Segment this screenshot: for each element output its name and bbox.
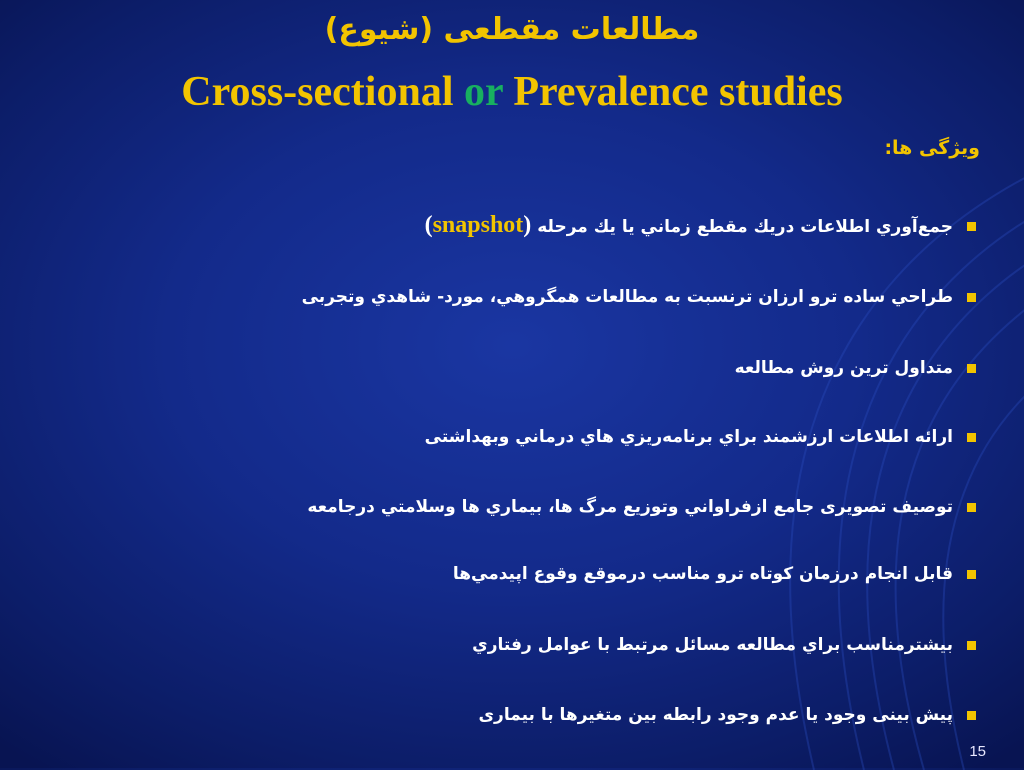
square-bullet-icon (967, 711, 976, 720)
square-bullet-icon (967, 570, 976, 579)
snapshot-term (425, 212, 532, 238)
paren-close: ) (424, 212, 433, 238)
slide-title-persian: مطالعات مقطعی (شیوع) (324, 12, 700, 47)
bullet-item-snapshot (425, 209, 976, 243)
bullet-text: طراحي ساده ترو ارزان ترنسبت به مطالعات همگروهي، مورد- شاهدي وتجربی (301, 287, 953, 307)
bullet-item-description (307, 490, 976, 524)
bullet-item-short-time (453, 557, 976, 591)
title-or-word: or (463, 69, 503, 115)
title-part-cross-sectional: Cross-sectional (181, 69, 454, 115)
square-bullet-icon (967, 293, 976, 302)
slide-number: 15 (969, 743, 986, 760)
square-bullet-icon (967, 364, 976, 373)
bullet-text: قابل انجام درزمان كوتاه ترو مناسب درموقع وقوع اپيدمي‌ها (452, 564, 953, 584)
bullet-text (425, 208, 953, 244)
bullet-text: توصيف تصويری جامع ازفراواني وتوزيع مرگ ها، بيماري ها وسلامتي درجامعه (307, 497, 953, 517)
square-bullet-icon (967, 433, 976, 442)
bullet-text: پیش بینی وجود یا عدم وجود رابطه بین متغیرها با بیماری (478, 705, 953, 725)
square-bullet-icon (967, 641, 976, 650)
bullet-item-common-method (735, 351, 976, 385)
square-bullet-icon (967, 503, 976, 512)
snapshot-word: snapshot (432, 212, 524, 238)
slide-title-english (0, 66, 1024, 118)
features-heading: ویژگی ها: (884, 137, 980, 159)
bullet-item-prediction (478, 698, 976, 732)
paren-open: ( (523, 212, 532, 238)
title-part-prevalence: Prevalence studies (513, 69, 843, 115)
bullet-text: ارائه اطلاعات ارزشمند براي برنامه‌ريزي هاي درماني وبهداشتی (424, 427, 953, 447)
bullet-item-planning-info (425, 420, 976, 454)
bullet-item-design (302, 280, 976, 314)
square-bullet-icon (967, 222, 976, 231)
bullet-text-main: جمع‌آوري اطلاعات دريك مقطع زماني يا يك مرحله (537, 217, 953, 237)
bullet-text: بيشترمناسب براي مطالعه مسائل مرتبط با عوامل رفتاري (472, 635, 953, 655)
bullet-item-behavioral (472, 628, 976, 662)
bullet-text: متداول ترین روش مطالعه (734, 358, 953, 378)
